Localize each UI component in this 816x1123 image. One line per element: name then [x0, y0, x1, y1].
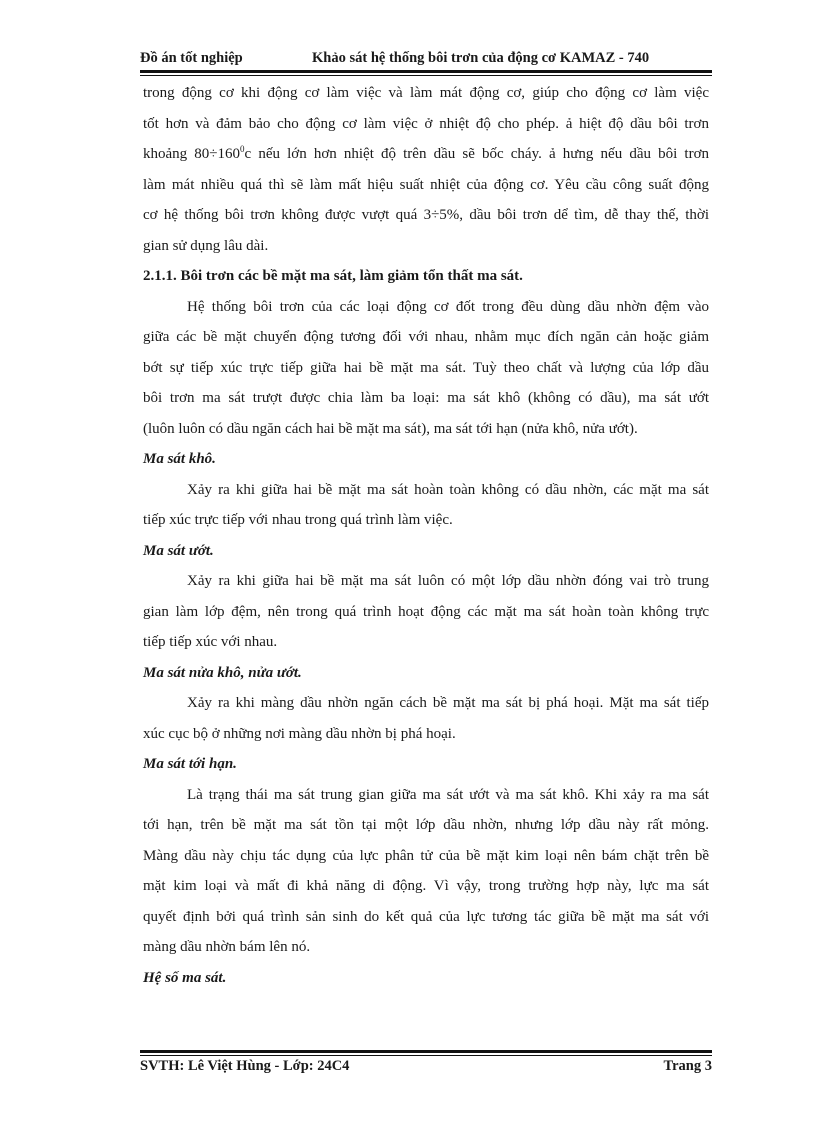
- text-line: xúc cục bộ ở những nơi màng dầu nhờn bị phá hoại.: [143, 725, 456, 742]
- text-line: [143, 139, 709, 170]
- text-line: mặt kim loại và mất đi khả năng di động. Vì vậy, trong trường hợp này, lực ma sát: [143, 878, 709, 894]
- text-span: khoảng 80÷160: [143, 146, 241, 162]
- page-header: [140, 48, 712, 70]
- page-body: [143, 78, 709, 993]
- text-span: c nếu lớn hơn nhiệt độ trên dầu sẽ bốc cháy. ả hưng nếu dầu bôi trơn: [244, 146, 710, 162]
- text-line: Xảy ra khi giữa hai bề mặt ma sát luôn có một lớp dầu nhờn đóng vai trò trung: [187, 573, 709, 589]
- subheading-dry-friction: Ma sát khô.: [143, 451, 216, 467]
- text-line: Là trạng thái ma sát trung gian giữa ma sát ướt và ma sát khô. Khi xảy ra ma sát: [187, 786, 709, 803]
- footer-rule-thin: [140, 1055, 712, 1056]
- text-line: màng dầu nhờn bám lên nó.: [143, 939, 311, 955]
- text-line: giữa các bề mặt chuyển động tương đối với nhau, nhằm mục đích ngăn cản hoặc giảm: [143, 329, 709, 345]
- text-line: bôi trơn ma sát trượt được chia làm ba loại: ma sát khô (không có dầu), ma sát ướt: [143, 390, 709, 406]
- section-heading: 2.1.1. Bôi trơn các bề mặt ma sát, làm giảm tổn thất ma sát.: [143, 268, 523, 284]
- footer-author: SVTH: Lê Việt Hùng - Lớp: 24C4: [140, 1058, 350, 1074]
- text-line: tiếp tiếp xúc với nhau.: [143, 634, 278, 650]
- text-line: làm mát nhiều quá thì sẽ làm mất hiệu suất nhiệt của động cơ. Yêu cầu công suất động: [143, 176, 709, 193]
- text-line: tiếp xúc trực tiếp với nhau trong quá trình làm việc.: [143, 512, 453, 528]
- superscript: 0: [240, 144, 245, 154]
- header-doc-type: Đồ án tốt nghiệp: [140, 50, 243, 66]
- text-line: gian làm lớp đệm, nên trong quá trình hoạt động các mặt ma sát hoàn toàn không trực: [143, 603, 709, 620]
- footer-rule-thick: [140, 1050, 712, 1053]
- paragraph-lubrication: [143, 292, 709, 445]
- text-line: Hệ thống bôi trơn của các loại động cơ đốt trong đều dùng dầu nhờn đệm vào: [187, 298, 709, 315]
- text-line: tới hạn, trên bề mặt ma sát tồn tại một lớp dầu nhờn, nhưng lớp dầu này rất mỏng.: [143, 817, 709, 833]
- subheading-boundary-friction: Ma sát tới hạn.: [143, 756, 237, 772]
- subheading-wet-friction: Ma sát ướt.: [143, 542, 214, 559]
- subheading-half-friction: Ma sát nửa khô, nửa ướt.: [143, 664, 302, 681]
- text-line: Màng dầu này chịu tác dụng của lực phân tử của bề mặt kim loại nên bám chặt trên bề: [143, 847, 709, 864]
- header-rule-thick: [140, 70, 712, 73]
- text-line: Xảy ra khi giữa hai bề mặt ma sát hoàn toàn không có dầu nhờn, các mặt ma sát: [187, 481, 709, 498]
- page-number: Trang 3: [663, 1058, 712, 1074]
- header-rule-thin: [140, 75, 712, 76]
- text-line: cơ hệ thống bôi trơn không được vượt quá 3÷5%, dầu bôi trơn dể tìm, dễ thay thế, thời: [143, 207, 709, 223]
- text-line: gian sử dụng lâu dài.: [143, 237, 269, 254]
- text-line: quyết định bởi quá trình sản sinh do kết quả của lực tương tác giữa bề mặt ma sát với: [143, 908, 709, 925]
- text-line: bớt sự tiếp xúc trực tiếp giữa hai bề mặt ma sát. Tuỳ theo chất và lượng của lớp dầu: [143, 359, 709, 376]
- header-doc-title: Khảo sát hệ thống bôi trơn của động cơ KAMAZ - 740: [312, 50, 650, 66]
- text-line: Xảy ra khi màng dầu nhờn ngăn cách bề mặt ma sát bị phá hoại. Mặt ma sát tiếp: [187, 695, 709, 711]
- text-line: trong động cơ khi động cơ làm việc và làm mát động cơ, giúp cho động cơ làm việc: [143, 85, 709, 101]
- subheading-friction-coefficient: Hệ số ma sát.: [143, 969, 227, 986]
- paragraph-intro: [143, 78, 709, 261]
- text-line: (luôn luôn có dầu ngăn cách hai bề mặt ma sát), ma sát tới hạn (nửa khô, nửa ướt).: [143, 420, 638, 437]
- text-line: tốt hơn và đảm bảo cho động cơ làm việc ở nhiệt độ cho phép. ả hiệt độ dầu bôi trơn: [143, 115, 709, 132]
